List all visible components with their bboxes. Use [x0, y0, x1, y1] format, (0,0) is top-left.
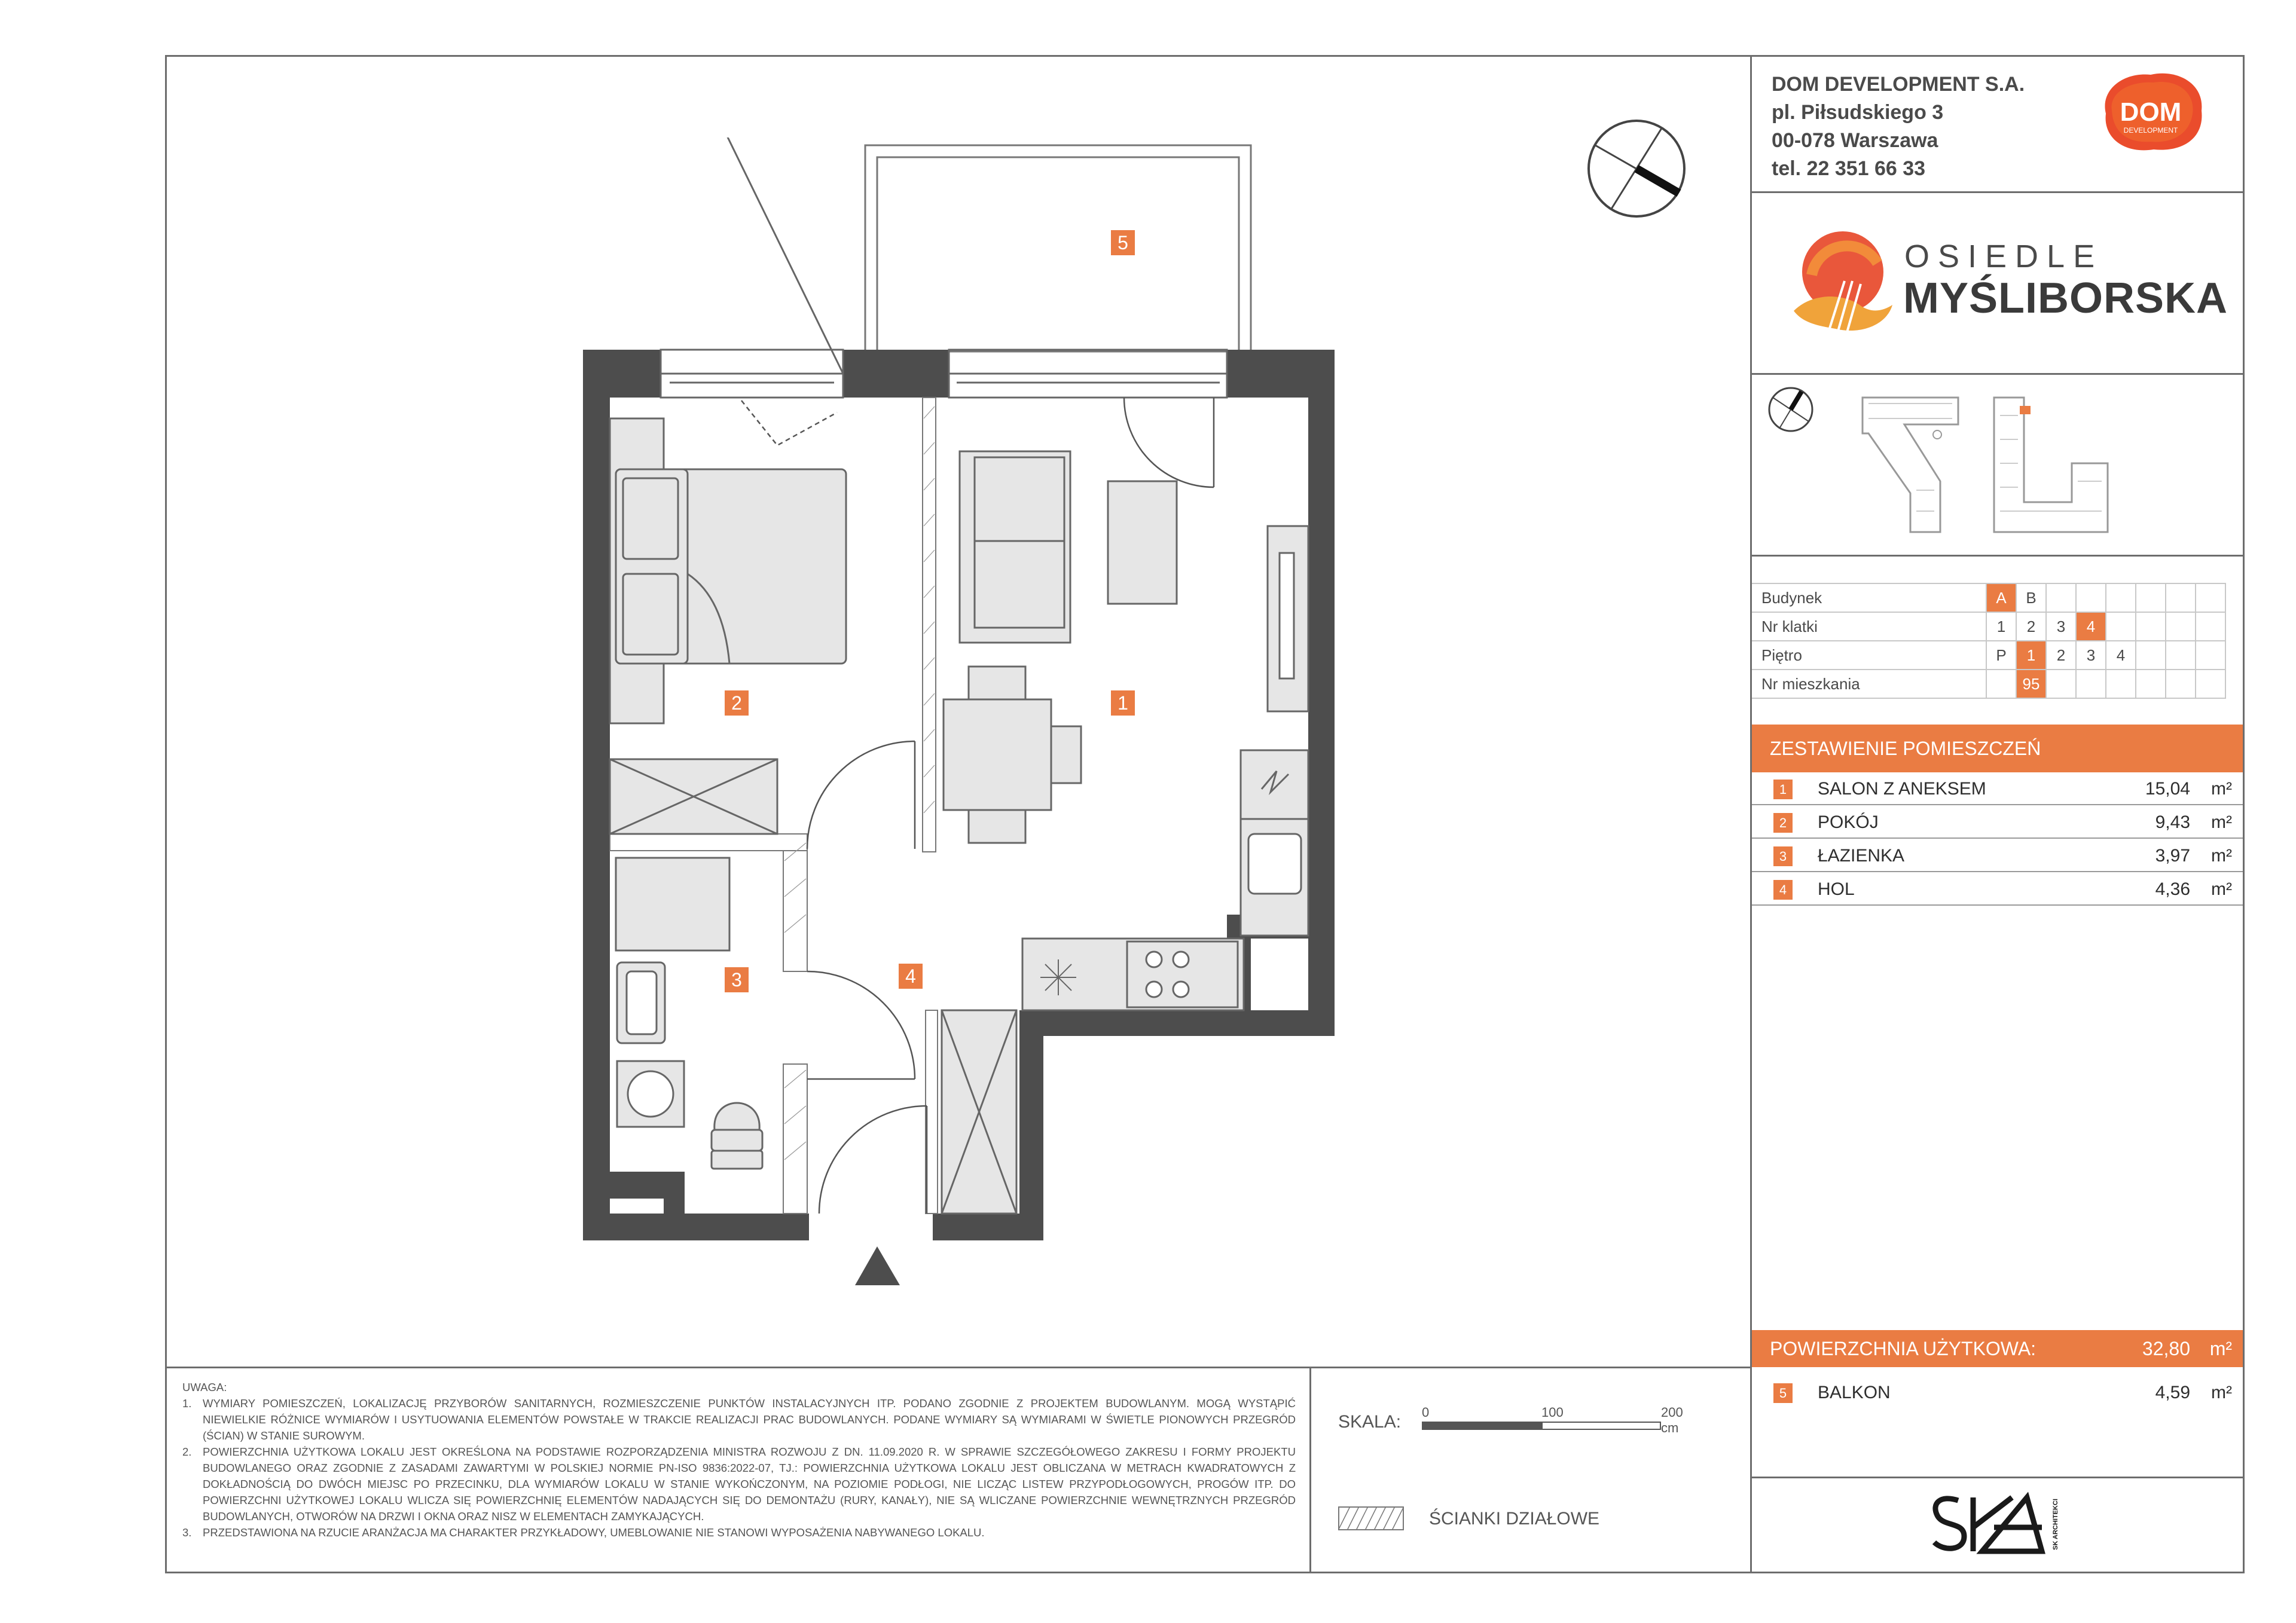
location-row-label: Nr klatki	[1752, 612, 1986, 641]
balcony-name: BALKON	[1818, 1383, 1891, 1402]
note-text: WYMIARY POMIESZCZEŃ, LOKALIZACJĘ PRZYBORÓW SANITARNYCH, ROZMIESZCZENIE PUNKTÓW INSTALACYJNYCH ITP. PODANO ZGODNIE Z PROJEKTEM BUDOWLANYM. MOGĄ WYSTĄPIĆ NIEWIELKIE RÓŻNICE WYMIARÓW I USYTUOWANIA ELEMENTÓW POWSTAŁE W TRAKCIE REALIZACJI PRAC BUDOWLANYCH. PODANE WYMIARY SĄ WYMIARAMI W ŚWIETLE PIONOWYCH PRZEGRÓD (ŚCIAN) W STANIE SUROWYM.	[203, 1397, 1296, 1442]
room-name: ŁAZIENKA	[1818, 846, 1905, 866]
osiedle-logo-mark	[1788, 221, 1895, 347]
living-furniture	[942, 451, 1308, 1214]
balcony-number: 5	[1773, 1383, 1793, 1403]
balcony-row	[1752, 1376, 2243, 1409]
room-number: 4	[1773, 880, 1793, 900]
title-divider-2	[1750, 373, 2243, 375]
scale-label: SKALA:	[1338, 1412, 1402, 1432]
title-divider-3	[1750, 555, 2243, 557]
room-unit: m²	[2211, 879, 2232, 899]
location-table	[1752, 583, 2226, 699]
scale-segment-light	[1541, 1422, 1661, 1430]
compass-small-icon	[1767, 386, 1815, 433]
note-item	[182, 1395, 1296, 1444]
location-row	[1752, 641, 2225, 670]
balcony-area: 4,59	[2155, 1383, 2190, 1402]
location-cell	[2196, 641, 2225, 670]
location-cell: 3	[2076, 641, 2106, 670]
scale-tick-200: 200 cm	[1661, 1405, 1683, 1435]
partition-hatch-swatch	[1338, 1506, 1404, 1530]
location-cell: 95	[2016, 670, 2046, 698]
bedroom-furniture	[610, 418, 846, 834]
usable-area-bar	[1752, 1330, 2243, 1367]
location-cell: 2	[2046, 641, 2076, 670]
company-info	[1772, 71, 2025, 183]
location-cell	[2136, 612, 2166, 641]
location-cell	[2076, 583, 2106, 612]
room-row	[1752, 806, 2243, 839]
location-cell	[2106, 583, 2136, 612]
note-text: PRZEDSTAWIONA NA RZUCIE ARANŻACJA MA CHARAKTER PRZYKŁADOWY, UMEBLOWANIE NIE STANOWI WYPOSAŻENIA NABYWANEGO LOKALU.	[203, 1526, 985, 1539]
company-street: pl. Piłsudskiego 3	[1772, 101, 1944, 124]
location-cell	[2166, 583, 2196, 612]
company-city: 00-078 Warszawa	[1772, 129, 1938, 152]
compass-icon	[1584, 117, 1689, 221]
plan-label-2: 2	[725, 690, 749, 716]
location-cell	[2166, 641, 2196, 670]
location-cell	[1986, 670, 2016, 698]
location-row-label: Piętro	[1752, 641, 1986, 670]
note-number: 3.	[182, 1526, 192, 1539]
location-row	[1752, 583, 2225, 612]
bottom-strip-divider	[165, 1367, 1752, 1368]
location-cell: 2	[2016, 612, 2046, 641]
entrance-arrow-icon	[855, 1246, 900, 1285]
location-cell	[2196, 583, 2225, 612]
note-item	[182, 1524, 1296, 1541]
plan-label-3: 3	[725, 967, 749, 992]
location-cell	[2136, 641, 2166, 670]
notes-block	[182, 1379, 1296, 1541]
balcony-unit: m²	[2211, 1383, 2232, 1402]
title-divider-1	[1750, 191, 2243, 193]
room-name: POKÓJ	[1818, 812, 1879, 832]
title-divider-4	[1750, 1477, 2243, 1478]
usable-area-label: POWIERZCHNIA UŻYTKOWA:	[1770, 1338, 2037, 1359]
bathroom-fixtures	[616, 858, 762, 1169]
fridge-star-icon	[1040, 959, 1076, 995]
location-cell	[2166, 670, 2196, 698]
location-cell	[2106, 670, 2136, 698]
plan-label-4: 4	[899, 964, 923, 989]
location-row	[1752, 670, 2225, 698]
partition-legend-label: ŚCIANKI DZIAŁOWE	[1429, 1509, 1600, 1529]
location-cell: 4	[2106, 641, 2136, 670]
project-name-line2: MYŚLIBORSKA	[1903, 274, 2228, 322]
location-cell	[2046, 583, 2076, 612]
logo-text-development: DEVELOPMENT	[2123, 126, 2178, 135]
room-row	[1752, 839, 2243, 872]
location-cell	[2136, 583, 2166, 612]
scale-tick-100: 100	[1541, 1405, 1564, 1420]
location-cell	[2166, 612, 2196, 641]
ska-vertical-text: SK ARCHITEKCI	[2052, 1499, 2059, 1550]
room-row	[1752, 873, 2243, 906]
location-cell: B	[2016, 583, 2046, 612]
note-number: 1.	[182, 1397, 192, 1410]
floor-plan	[568, 137, 1357, 1303]
company-phone: tel. 22 351 66 33	[1772, 157, 1926, 180]
room-unit: m²	[2211, 779, 2232, 799]
note-number: 2.	[182, 1445, 192, 1458]
notes-divider	[1309, 1367, 1311, 1573]
room-number: 1	[1773, 780, 1793, 799]
location-cell: A	[1986, 583, 2016, 612]
plan-label-5: 5	[1111, 230, 1135, 255]
location-cell	[2046, 670, 2076, 698]
room-number: 3	[1773, 846, 1793, 866]
location-cell	[2106, 612, 2136, 641]
notes-heading: UWAGA:	[182, 1381, 227, 1393]
usable-area-unit: m²	[2209, 1338, 2232, 1359]
location-cell: 3	[2046, 612, 2076, 641]
room-name: HOL	[1818, 879, 1855, 899]
building-key-plan	[1851, 392, 2120, 541]
location-cell	[2136, 670, 2166, 698]
logo-text-dom: DOM	[2120, 97, 2182, 127]
usable-area-value: 32,80	[2142, 1338, 2190, 1359]
balcony	[865, 145, 1251, 352]
project-name-line1: OSIEDLE	[1904, 239, 2103, 274]
location-row	[1752, 612, 2225, 641]
note-item	[182, 1444, 1296, 1524]
location-cell	[2076, 670, 2106, 698]
location-cell: P	[1986, 641, 2016, 670]
room-area: 15,04	[2145, 779, 2190, 799]
location-cell	[2196, 670, 2225, 698]
scale-segment-dark	[1422, 1422, 1541, 1430]
room-row	[1752, 772, 2243, 805]
scale-tick-0: 0	[1422, 1405, 1430, 1420]
ska-architect-logo	[1922, 1483, 2090, 1566]
location-cell: 1	[2016, 641, 2046, 670]
room-area: 9,43	[2155, 812, 2190, 832]
room-number: 2	[1773, 813, 1793, 833]
plan-label-1: 1	[1111, 690, 1135, 716]
room-unit: m²	[2211, 846, 2232, 866]
room-name: SALON Z ANEKSEM	[1818, 779, 1986, 799]
rooms-header: ZESTAWIENIE POMIESZCZEŃ	[1752, 725, 2243, 772]
note-text: POWIERZCHNIA UŻYTKOWA LOKALU JEST OKREŚLONA NA PODSTAWIE ROZPORZĄDZENIA MINISTRA ROZWOJU Z DN. 11.09.2020 R. W SPRAWIE SZCZEGÓŁOWEGO ZAKRESU I FORMY PROJEKTU BUDOWLANEGO ORAZ ZGODNIE Z ZASADAMI ZAWARTYMI W POLSKIEJ NORMIE PN-ISO 9836:2022-07, TJ.: POWIERZCHNIA UŻYTKOWA LOKALU JEST OBLICZANA W METRACH KWADRATOWYCH Z DOKŁADNOŚCIĄ DO DWÓCH MIEJSC PO PRZECINKU, DLA WYMIARÓW LOKALU W STANIE WYKOŃCZONYM, NA POZIOMIE PODŁOGI, NIE LICZĄC LISTEW PRZYPODŁOGOWYCH, PROGÓW ITP. DO POWIERZCHNI UŻYTKOWEJ LOKALU WLICZA SIĘ POWIERZCHNIĘ ELEMENTÓW NADAJĄCYCH SIĘ DO DEMONTAŻU (RURY, KANAŁY), NIE SĄ WLICZANE POWIERZCHNIE WEWNĘTRZNYCH PRZEGRÓD BUDOWLANYCH, OTWORÓW NA DRZWI I OKNA ORAZ NISZ W ELEMENTACH ZAMYKAJĄCYCH.	[203, 1445, 1296, 1523]
location-cell: 1	[1986, 612, 2016, 641]
room-area: 3,97	[2155, 846, 2190, 866]
room-area: 4,36	[2155, 879, 2190, 899]
room-unit: m²	[2211, 812, 2232, 832]
scale-bar	[1422, 1405, 1683, 1441]
location-row-label: Nr mieszkania	[1752, 670, 1986, 698]
company-name: DOM DEVELOPMENT S.A.	[1772, 73, 2025, 96]
location-cell: 4	[2076, 612, 2106, 641]
location-cell	[2196, 612, 2225, 641]
location-row-label: Budynek	[1752, 583, 1986, 612]
dom-development-logo	[2094, 66, 2208, 155]
